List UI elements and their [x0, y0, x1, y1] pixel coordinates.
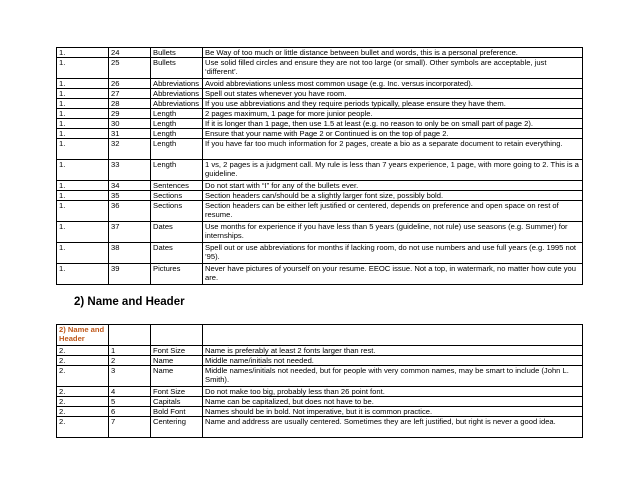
guideline-text-cell: Do not make too big, probably less than 26 point font.	[203, 387, 583, 397]
guideline-text-cell: Avoid abbreviations unless most common usage (e.g. Inc. versus incorporated).	[203, 79, 583, 89]
guideline-text-cell: Use months for experience if you have less than 5 years (guideline, not rule) use seasons (e.g. Summer) for internships.	[203, 222, 583, 243]
row-number-cell: 1.	[57, 181, 109, 191]
category-cell: Length	[151, 119, 203, 129]
guideline-text-cell: Name can be capitalized, but does not have to be.	[203, 397, 583, 407]
guideline-text-cell: Section headers can/should be a slightly larger font size, possibly bold.	[203, 191, 583, 201]
section-heading: 2) Name and Header	[74, 296, 185, 308]
table-row	[57, 264, 583, 285]
row-number-cell: 1.	[57, 109, 109, 119]
guideline-text-cell: Middle names/initials not needed, but for people with very common names, may be smart to include (John L. Smith).	[203, 366, 583, 387]
item-id-cell: 5	[109, 397, 151, 407]
row-number-cell: 1.	[57, 139, 109, 160]
guideline-text-cell: Do not start with “I” for any of the bullets ever.	[203, 181, 583, 191]
category-cell: Name	[151, 356, 203, 366]
guideline-text-cell: Ensure that your name with Page 2 or Continued is on the top of page 2.	[203, 129, 583, 139]
table-row	[57, 79, 583, 89]
table-row	[57, 417, 583, 438]
table-row	[57, 387, 583, 397]
row-number-cell: 1.	[57, 222, 109, 243]
row-number-cell: 2.	[57, 356, 109, 366]
row-number-cell: 1.	[57, 89, 109, 99]
item-id-cell: 26	[109, 79, 151, 89]
table-row	[57, 89, 583, 99]
row-number-cell: 2.	[57, 417, 109, 438]
row-number-cell: 1.	[57, 129, 109, 139]
table-row	[57, 109, 583, 119]
row-number-cell: 2.	[57, 397, 109, 407]
guideline-text-cell: Section headers can be either left justified or centered, depends on preference and open space on rest of resume.	[203, 201, 583, 222]
row-number-cell: 2.	[57, 366, 109, 387]
item-id-cell: 32	[109, 139, 151, 160]
guideline-text-cell: Be Way of too much or little distance between bullet and words, this is a personal preference.	[203, 48, 583, 58]
item-id-cell: 1	[109, 346, 151, 356]
row-number-cell: 1.	[57, 119, 109, 129]
section-label: 2) Name and Header	[57, 325, 109, 346]
category-cell: Length	[151, 160, 203, 181]
guideline-text-cell: If you have far too much information for 2 pages, create a bio as a separate document to retain everything.	[203, 139, 583, 160]
table-row	[57, 58, 583, 79]
table-2-body	[57, 325, 583, 438]
category-cell: Sentences	[151, 181, 203, 191]
row-number-cell: 1.	[57, 99, 109, 109]
row-number-cell: 2.	[57, 407, 109, 417]
table-row	[57, 181, 583, 191]
guideline-text-cell: Use solid filled circles and ensure they are not too large (or small). Other symbols are acceptable, just ‘different’.	[203, 58, 583, 79]
item-id-cell: 33	[109, 160, 151, 181]
guideline-text-cell: Names should be in bold. Not imperative, but it is common practice.	[203, 407, 583, 417]
row-number-cell: 2.	[57, 387, 109, 397]
item-id-cell: 29	[109, 109, 151, 119]
guideline-text-cell: Spell out states whenever you have room.	[203, 89, 583, 99]
category-cell: Abbreviations	[151, 79, 203, 89]
item-id-cell: 7	[109, 417, 151, 438]
guideline-text-cell: Spell out or use abbreviations for months if lacking room, do not use numbers and use full years (e.g. 1995 not ’95).	[203, 243, 583, 264]
category-cell: Centering	[151, 417, 203, 438]
empty-cell	[203, 325, 583, 346]
category-cell: Sections	[151, 201, 203, 222]
category-cell: Length	[151, 109, 203, 119]
section-label-row	[57, 325, 583, 346]
guidelines-table-2	[56, 324, 583, 438]
item-id-cell: 37	[109, 222, 151, 243]
item-id-cell: 28	[109, 99, 151, 109]
table-row	[57, 356, 583, 366]
category-cell: Capitals	[151, 397, 203, 407]
row-number-cell: 1.	[57, 191, 109, 201]
item-id-cell: 3	[109, 366, 151, 387]
item-id-cell: 38	[109, 243, 151, 264]
row-number-cell: 1.	[57, 264, 109, 285]
table-row	[57, 48, 583, 58]
row-number-cell: 1.	[57, 243, 109, 264]
row-number-cell: 1.	[57, 58, 109, 79]
category-cell: Font Size	[151, 387, 203, 397]
empty-cell	[109, 325, 151, 346]
table-1-body	[57, 48, 583, 285]
category-cell: Dates	[151, 243, 203, 264]
item-id-cell: 35	[109, 191, 151, 201]
item-id-cell: 39	[109, 264, 151, 285]
item-id-cell: 31	[109, 129, 151, 139]
table-row	[57, 366, 583, 387]
guideline-text-cell: Name is preferably at least 2 fonts larger than rest.	[203, 346, 583, 356]
guidelines-table-1	[56, 47, 583, 285]
item-id-cell: 30	[109, 119, 151, 129]
guideline-text-cell: If it is longer than 1 page, then use 1.5 at least (e.g. no reason to only be on small part of page 2).	[203, 119, 583, 129]
category-cell: Abbreviations	[151, 99, 203, 109]
item-id-cell: 34	[109, 181, 151, 191]
item-id-cell: 36	[109, 201, 151, 222]
item-id-cell: 4	[109, 387, 151, 397]
table-row	[57, 191, 583, 201]
table-row	[57, 201, 583, 222]
table-row	[57, 129, 583, 139]
table-row	[57, 407, 583, 417]
guideline-text-cell: 1 vs, 2 pages is a judgment call. My rule is less than 7 years experience, 1 page, with more going to 2. This is a guideline.	[203, 160, 583, 181]
category-cell: Font Size	[151, 346, 203, 356]
row-number-cell: 2.	[57, 346, 109, 356]
table-row	[57, 346, 583, 356]
category-cell: Length	[151, 129, 203, 139]
table-row	[57, 119, 583, 129]
category-cell: Length	[151, 139, 203, 160]
category-cell: Dates	[151, 222, 203, 243]
guideline-text-cell: If you use abbreviations and they require periods typically, please ensure they have them.	[203, 99, 583, 109]
table-row	[57, 99, 583, 109]
table-row	[57, 139, 583, 160]
row-number-cell: 1.	[57, 48, 109, 58]
category-cell: Bullets	[151, 48, 203, 58]
row-number-cell: 1.	[57, 201, 109, 222]
category-cell: Abbreviations	[151, 89, 203, 99]
category-cell: Bullets	[151, 58, 203, 79]
item-id-cell: 25	[109, 58, 151, 79]
guideline-text-cell: Name and address are usually centered. Sometimes they are left justified, but right is never a good idea.	[203, 417, 583, 438]
item-id-cell: 24	[109, 48, 151, 58]
category-cell: Pictures	[151, 264, 203, 285]
guideline-text-cell: Middle name/initials not needed.	[203, 356, 583, 366]
guideline-text-cell: 2 pages maximum, 1 page for more junior people.	[203, 109, 583, 119]
category-cell: Sections	[151, 191, 203, 201]
item-id-cell: 27	[109, 89, 151, 99]
table-row	[57, 160, 583, 181]
empty-cell	[151, 325, 203, 346]
item-id-cell: 2	[109, 356, 151, 366]
category-cell: Name	[151, 366, 203, 387]
table-row	[57, 222, 583, 243]
table-row	[57, 243, 583, 264]
category-cell: Bold Font	[151, 407, 203, 417]
row-number-cell: 1.	[57, 79, 109, 89]
row-number-cell: 1.	[57, 160, 109, 181]
guideline-text-cell: Never have pictures of yourself on your resume. EEOC issue. Not a top, in watermark, no matter how cute you are.	[203, 264, 583, 285]
item-id-cell: 6	[109, 407, 151, 417]
table-row	[57, 397, 583, 407]
